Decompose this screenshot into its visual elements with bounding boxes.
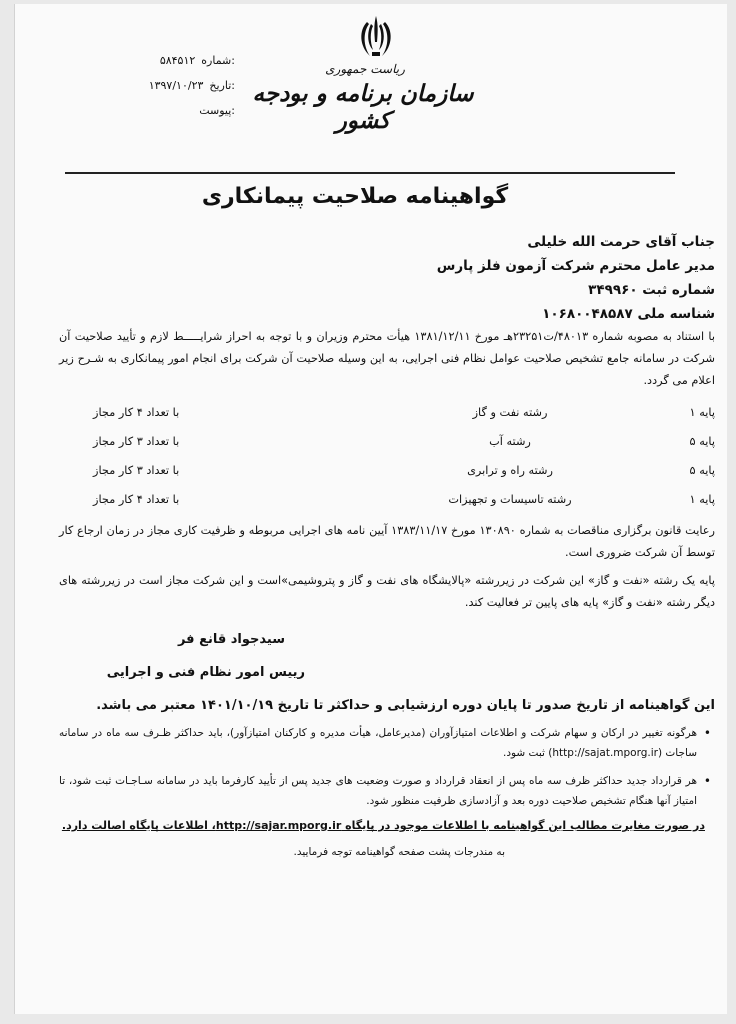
national-id: شناسه ملی ۱۰۶۸۰۰۴۸۵۸۷	[542, 306, 715, 322]
grades-table	[59, 398, 715, 514]
attachment-label: پیوست:	[199, 104, 235, 117]
conditions-list	[59, 723, 715, 811]
grade-count: با تعداد ۳ کار مجاز	[93, 435, 180, 448]
grade-field: رشته راه و ترابری	[467, 464, 553, 477]
grade-row	[59, 427, 715, 456]
grade-count: با تعداد ۳ کار مجاز	[93, 464, 180, 477]
signatory-title: رییس امور نظام فنی و اجرایی	[106, 665, 305, 680]
compliance-paragraph: رعایت قانون برگزاری مناقصات به شماره ۱۳۰۸۹۰ مورخ ۱۳۸۳/۱۱/۱۷ آیین نامه های اجرایی مربوطه و ظرفیت کاری مجاز در زمان ارجاع کار توسط آن شرکت ضروری است.	[59, 524, 716, 559]
grade-count: با تعداد ۴ کار مجاز	[93, 493, 180, 506]
registration-number: شماره ثبت ۳۴۹۹۶۰	[588, 282, 715, 298]
grade-row	[59, 398, 715, 427]
validity-statement: این گواهینامه از تاریخ صدور تا پایان دوره ارزشیابی و حداکثر تا تاریخ ۱۴۰۱/۱۰/۱۹ معتبر می باشد.	[96, 698, 715, 713]
grade-field: رشته آب	[489, 435, 531, 448]
reverse-side-note: به مندرجات پشت صفحه گواهینامه توجه فرمایید.	[293, 846, 505, 858]
grade-row	[59, 485, 715, 514]
grade-row	[59, 456, 715, 485]
iran-emblem-icon	[350, 12, 402, 64]
certificate-page	[14, 4, 727, 1014]
letter-meta	[75, 48, 235, 123]
list-item: • هر قرارداد جدید حداکثر ظرف سه ماه پس از انعقاد قرارداد و صورت وضعیت های جدید پس از تأیید کارفرما باید در سامانه سـاجـات ثبت شود، تا امتیاز آنها هنگام تشخیص صلاحیت دوره بعد و آزادسازی ظرفیت منظور شود.	[59, 771, 697, 811]
grade-field: رشته نفت و گاز	[472, 406, 548, 419]
grade-count: با تعداد ۴ کار مجاز	[93, 406, 180, 419]
intro-paragraph: با استناد به مصوبه شماره ۴۸۰۱۳/ت۲۳۲۵۱هـ مورخ ۱۳۸۱/۱۲/۱۱ هیأت محترم وزیران و با توجه به احراز شرایـــــط لازم و تأیید صلاحیت آن شرکت در سامانه جامع تشخیص صلاحیت عوامل نظام فنی اجرایی، به این وسیله صلاحیت آن شرکت برای انجام امور پیمانکاری به شـرح زیر اعلام می گردد.	[59, 330, 715, 387]
letter-date-value: ۱۳۹۷/۱۰/۲۳	[148, 79, 204, 92]
addressee-name: جناب آقای حرمت الله خلیلی	[527, 234, 715, 250]
grade-level: پایه ۵	[689, 464, 715, 477]
list-item: • هرگونه تغییر در ارکان و سهام شرکت و اطلاعات امتیازآوران (مدیرعامل، هیأت مدیره و کارکنان امتیازآور)، باید حداکثر ظـرف سه ماه در سامانه ساجات (http://sajat.mporg.ir) ثبت شود.	[59, 723, 697, 763]
signatory-name: سیدجواد قانع فر	[177, 632, 285, 647]
document-title: گواهینامه صلاحیت پیمانکاری	[201, 184, 509, 209]
addressee-position: مدیر عامل محترم شرکت آزمون فلز پارس	[436, 258, 715, 274]
authenticity-notice: در صورت مغایرت مطالب این گواهینامه با اطلاعات موجود در پایگاه http://sajar.mporg.ir، اطلاعات پایگاه اصالت دارد.	[61, 819, 705, 832]
grade-field: رشته تاسیسات و تجهیزات	[448, 493, 572, 506]
subfield-paragraph: پایه یک رشته «نفت و گاز» این شرکت در زیررشته «پالایشگاه های نفت و گاز و پتروشیمی»است و این شرکت مجاز است در زیررشته های دیگر رشته «نفت و گاز» پایه های پایین تر فعالیت کند.	[59, 574, 715, 609]
letter-number-label: شماره:	[201, 54, 235, 67]
grade-level: پایه ۱	[689, 406, 715, 419]
letter-number-value: ۵۸۴۵۱۲	[159, 54, 196, 67]
org-parent-name: ریاست جمهوری	[325, 62, 405, 76]
letter-date-label: تاریخ:	[209, 79, 235, 92]
grade-level: پایه ۵	[689, 435, 715, 448]
grade-level: پایه ۱	[689, 493, 715, 506]
header-divider	[65, 172, 675, 174]
document-body	[59, 230, 715, 858]
org-name: سازمان برنامه و بودجه کشور	[252, 80, 474, 134]
